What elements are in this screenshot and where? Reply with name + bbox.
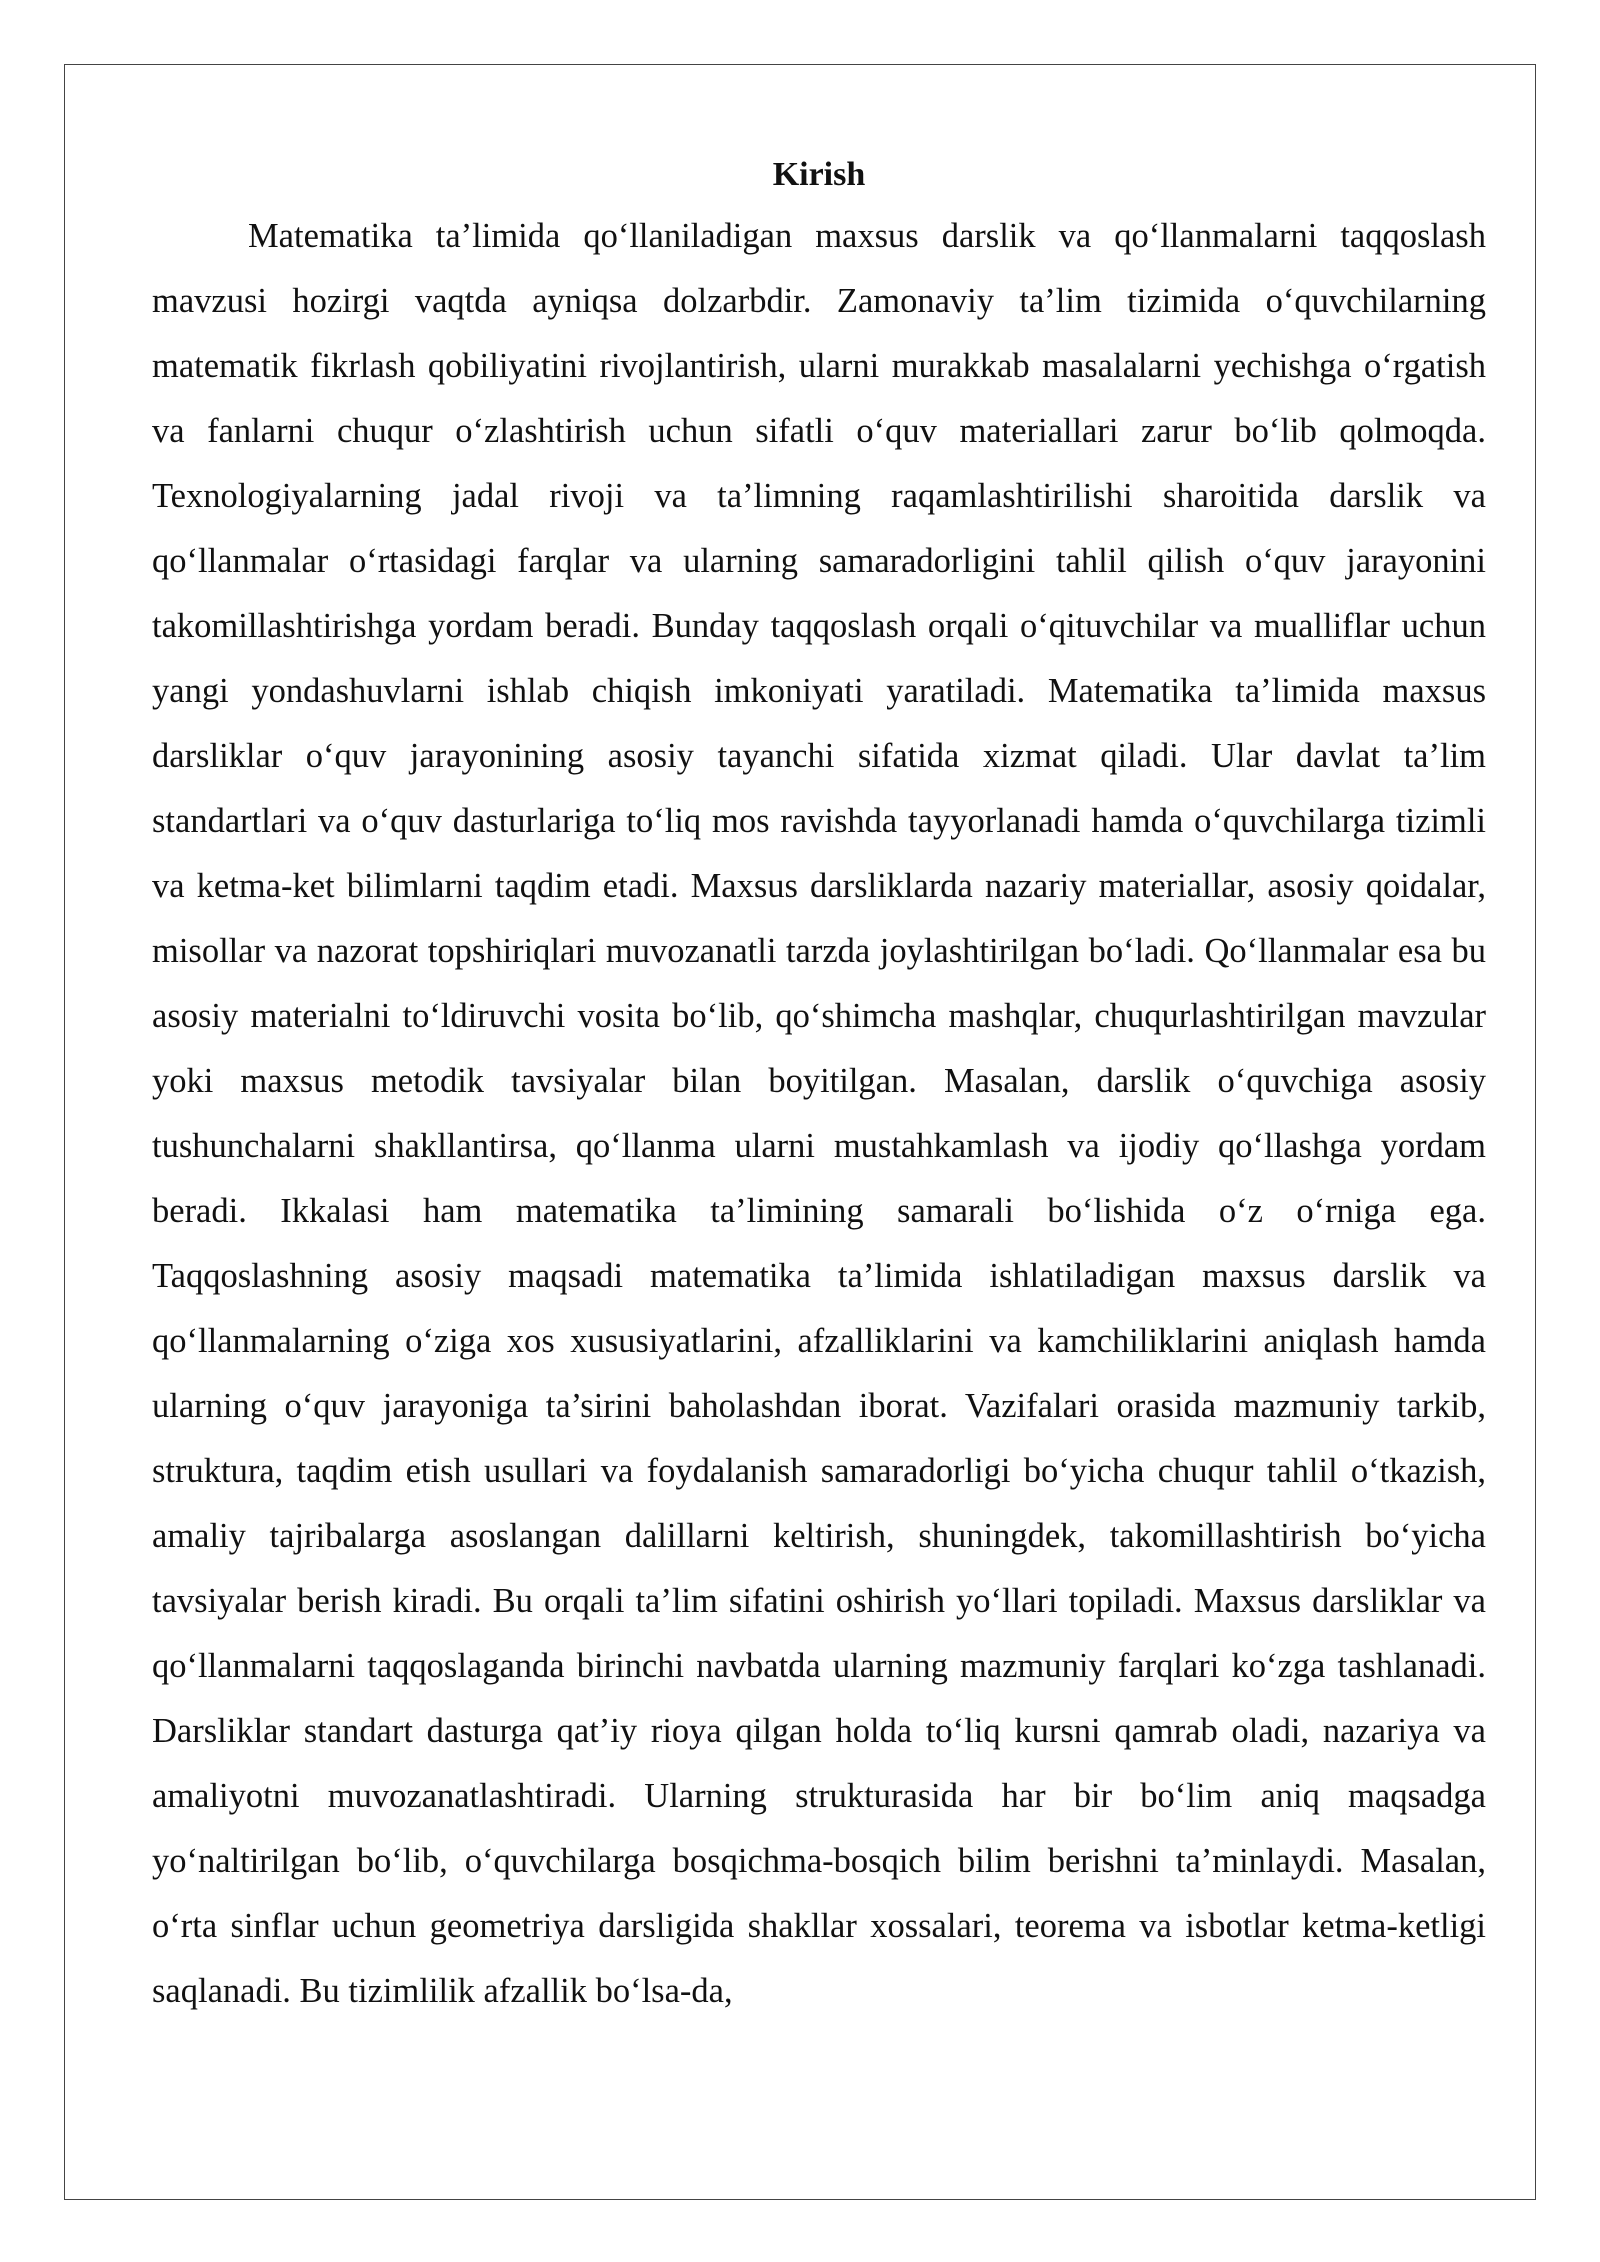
page-title: Kirish — [772, 156, 866, 193]
document-content — [152, 146, 1486, 2024]
body-paragraph: Matematika ta’limida qo‘llaniladigan maxsus darslik va qo‘llanmalarni taqqoslash mavzusi hozirgi vaqtda ayniqsa dolzarbdir. Zamonaviy ta’lim tizimida o‘quvchilarning matematik fikrlash qobiliyatini rivojlantirish, ularni murakkab masalalarni yechishga o‘rgatish va fanlarni chuqur o‘zlashtirish uchun sifatli o‘quv materiallari zarur bo‘lib qolmoqda. Texnologiyalarning jadal rivoji va ta’limning raqamlashtirilishi sharoitida darslik va qo‘llanmalar o‘rtasidagi farqlar va ularning samaradorligini tahlil qilish o‘quv jarayonini takomillashtirishga yordam beradi. Bunday taqqoslash orqali o‘qituvchilar va mualliflar uchun yangi yondashuvlarni ishlab chiqish imkoniyati yaratiladi. Matematika ta’limida maxsus darsliklar o‘quv jarayonining asosiy tayanchi sifatida xizmat qiladi. Ular davlat ta’lim standartlari va o‘quv dasturlariga to‘liq mos ravishda tayyorlanadi hamda o‘quvchilarga tizimli va ketma-ket bilimlarni taqdim etadi. Maxsus darsliklarda nazariy materiallar, asosiy qoidalar, misollar va nazorat topshiriqlari muvozanatli tarzda joylashtirilgan bo‘ladi. Qo‘llanmalar esa bu asosiy materialni to‘ldiruvchi vosita bo‘lib, qo‘shimcha mashqlar, chuqurlashtirilgan mavzular yoki maxsus metodik tavsiyalar bilan boyitilgan. Masalan, darslik o‘quvchiga asosiy tushunchalarni shakllantirsa, qo‘llanma ularni mustahkamlash va ijodiy qo‘llashga yordam beradi. Ikkalasi ham matematika ta’limining samarali bo‘lishida o‘z o‘rniga ega. Taqqoslashning asosiy maqsadi matematika ta’limida ishlatiladigan maxsus darslik va qo‘llanmalarning o‘ziga xos xususiyatlarini, afzalliklarini va kamchiliklarini aniqlash hamda ularning o‘quv jarayoniga ta’sirini baholashdan iborat. Vazifalari orasida mazmuniy tarkib, struktura, taqdim etish usullari va foydalanish samaradorligi bo‘yicha chuqur tahlil o‘tkazish, amaliy tajribalarga asoslangan dalillarni keltirish, shuningdek, takomillashtirish bo‘yicha tavsiyalar berish kiradi. Bu orqali ta’lim sifatini oshirish yo‘llari topiladi. Maxsus darsliklar va qo‘llanmalarni taqqoslaganda birinchi navbatda ularning mazmuniy farqlari ko‘zga tashlanadi. Darsliklar standart dasturga qat’iy rioya qilgan holda to‘liq kursni qamrab oladi, nazariya va amaliyotni muvozanatlashtiradi. Ularning strukturasida har bir bo‘lim aniq maqsadga yo‘naltirilgan bo‘lib, o‘quvchilarga bosqichma-bosqich bilim berishni ta’minlaydi. Masalan, o‘rta sinflar uchun geometriya darsligida shakllar xossalari, teorema va isbotlar ketma-ketligi saqlanadi. Bu tizimlilik afzallik bo‘lsa-da, — [152, 217, 1486, 2010]
